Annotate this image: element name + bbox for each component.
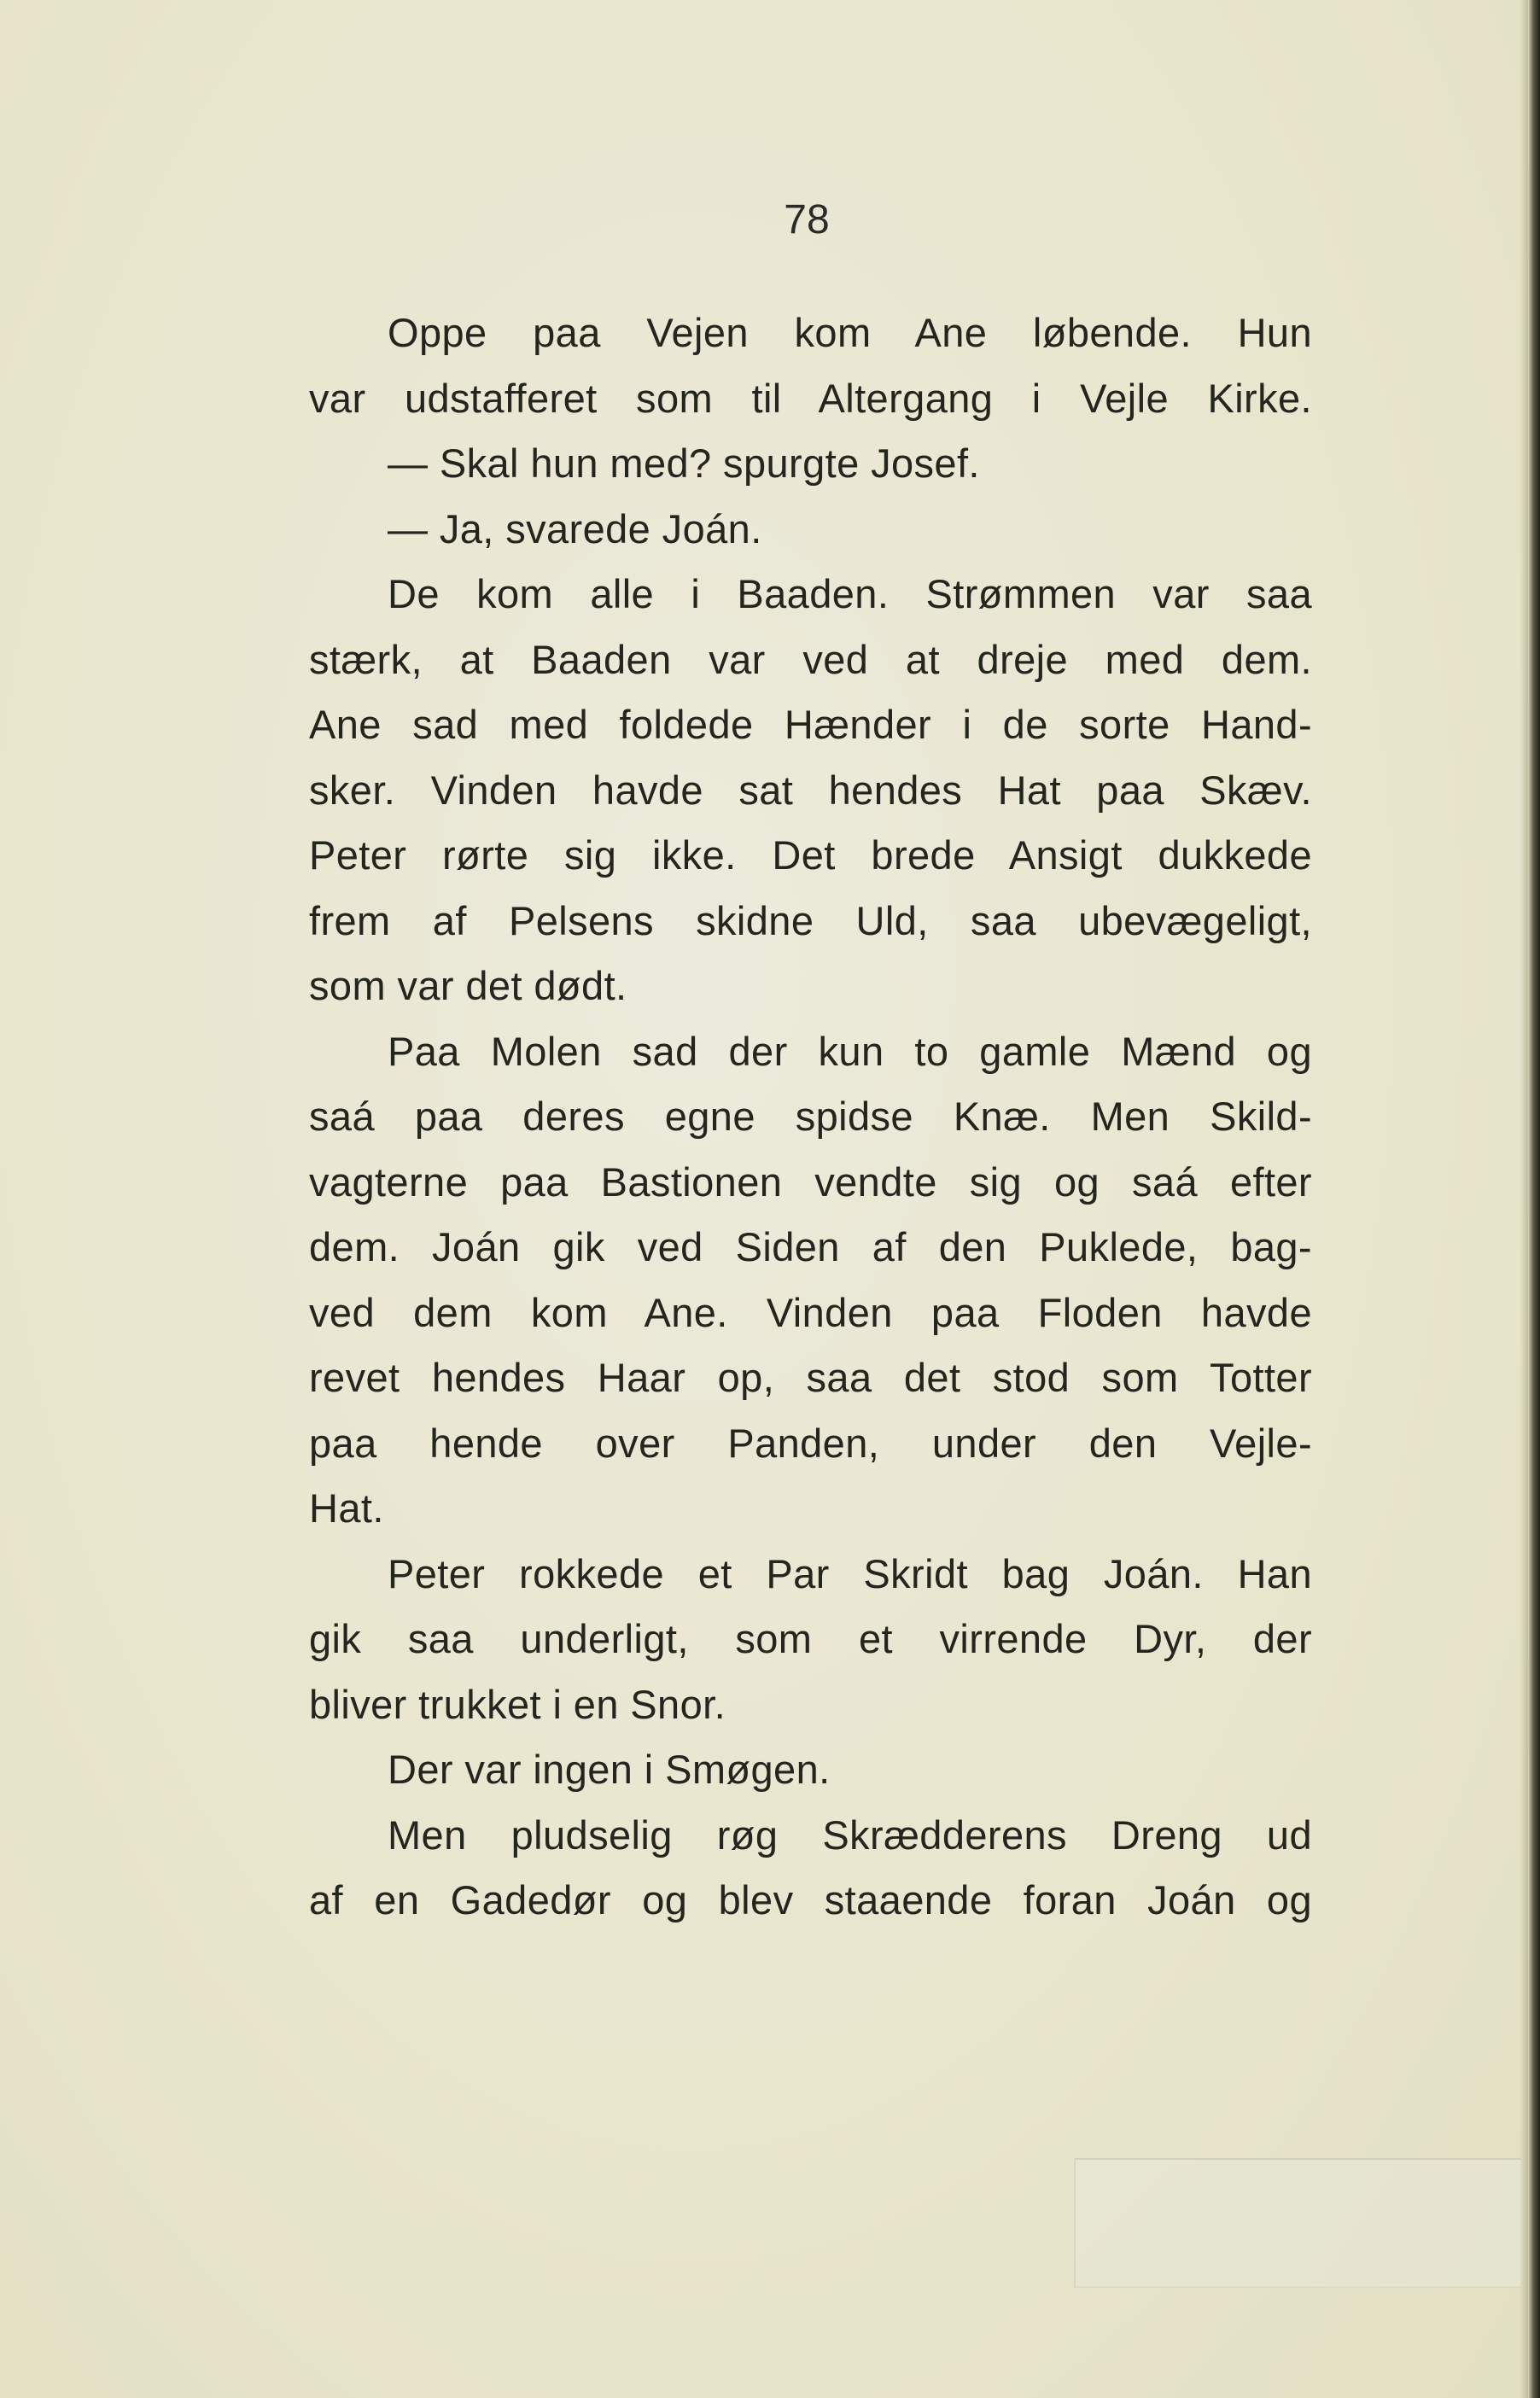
- text-line: som var det dødt.: [309, 963, 627, 1008]
- text-line: Ane sad med foldede Hænder i de sorte Hand-: [309, 702, 1312, 747]
- text-line: — Ja, svarede Joán.: [388, 505, 762, 551]
- page-number: 78: [784, 197, 830, 242]
- text-line: revet hendes Haar op, saa det stod som Totter: [309, 1355, 1312, 1400]
- text-line: bliver trukket i en Snor.: [309, 1681, 726, 1727]
- page-gutter-shadow: [1520, 0, 1528, 2398]
- text-line: sker. Vinden havde sat hendes Hat paa Skæv.: [309, 767, 1312, 813]
- text-line: stærk, at Baaden var ved at dreje med dem.: [309, 636, 1312, 682]
- text-line: var udstafferet som til Altergang i Vejle Kirke.: [309, 375, 1312, 421]
- text-line: ved dem kom Ane. Vinden paa Floden havde: [309, 1289, 1312, 1335]
- text-line: Oppe paa Vejen kom Ane løbende. Hun: [388, 310, 1312, 355]
- paper-stain: [1074, 2158, 1521, 2288]
- text-line: vagterne paa Bastionen vendte sig og saá efter: [309, 1158, 1312, 1205]
- text-line: Peter rørte sig ikke. Det brede Ansigt dukkede: [309, 832, 1312, 878]
- text-line: Paa Molen sad der kun to gamle Mænd og: [388, 1028, 1312, 1074]
- text-line: Peter rokkede et Par Skridt bag Joán. Han: [388, 1550, 1312, 1596]
- book-spine-edge: [1528, 0, 1540, 2398]
- text-line: — Skal hun med? spurgte Josef.: [388, 441, 980, 486]
- text-line: frem af Pelsens skidne Uld, saa ubevægeligt,: [309, 897, 1312, 943]
- text-line: dem. Joán gik ved Siden af den Puklede, bag-: [309, 1224, 1312, 1269]
- text-line: saá paa deres egne spidse Knæ. Men Skild-: [309, 1094, 1312, 1139]
- body-text: [309, 300, 1312, 1934]
- text-line: af en Gadedør og blev staaende foran Joán og: [309, 1877, 1312, 1922]
- text-line: Der var ingen i Smøgen.: [388, 1747, 831, 1792]
- text-line: De kom alle i Baaden. Strømmen var saa: [388, 571, 1312, 616]
- text-line: Hat.: [309, 1485, 384, 1531]
- text-line: gik saa underligt, som et virrende Dyr, der: [309, 1616, 1312, 1661]
- text-line: Men pludselig røg Skrædderens Dreng ud: [388, 1812, 1312, 1858]
- text-line: paa hende over Panden, under den Vejle-: [309, 1420, 1312, 1466]
